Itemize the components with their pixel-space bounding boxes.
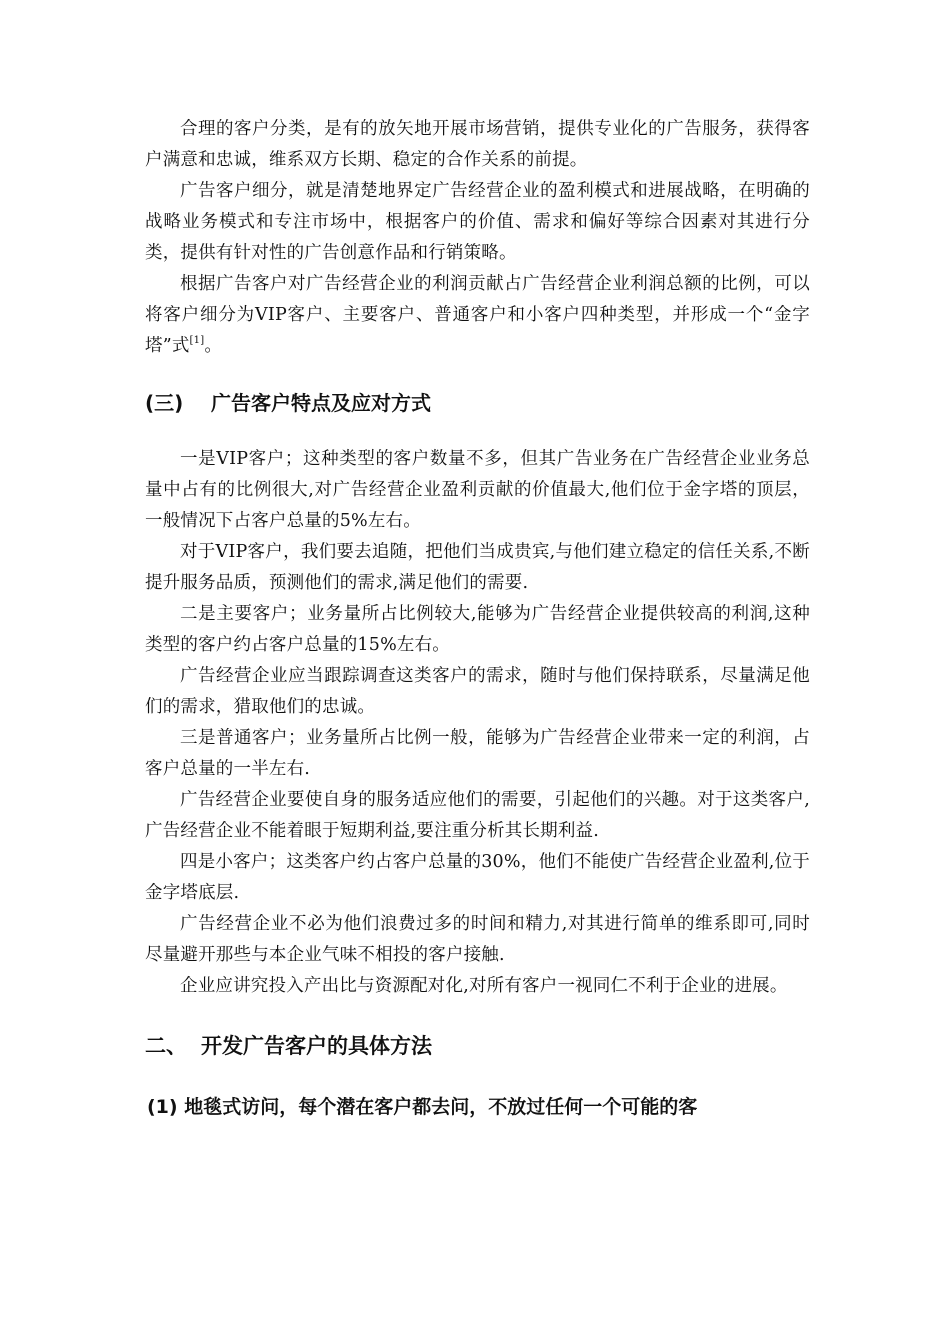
paragraph: 合理的客户分类，是有的放矢地开展市场营销，提供专业化的广告服务，获得客户满意和忠诚，维系双方长期、稳定的合作关系的前提。 (145, 119, 810, 170)
paragraph: 二是主要客户；业务量所占比例较大,能够为广告经营企业提供较高的利润,这种类型的客户约占客户总量的15%左右。 (145, 604, 810, 655)
paragraph-pyramid (145, 269, 810, 362)
paragraph: 广告客户细分，就是清楚地界定广告经营企业的盈利模式和进展战略，在明确的战略业务模式和专注市场中，根据客户的价值、需求和偏好等综合因素对其进行分类，提供有针对性的广告创意作品和行销策略。 (145, 181, 810, 263)
paragraph: 广告经营企业要使自身的服务适应他们的需要，引起他们的兴趣。对于这类客户,广告经营企业不能着眼于短期利益,要注重分析其长期利益. (145, 790, 810, 841)
paragraph-text: 根据广告客户对广告经营企业的利润贡献占广告经营企业利润总额的比例，可以将客户细分为VIP客户、主要客户、普通客户和小客户四种类型，并形成一个“金字塔”式 (145, 274, 810, 356)
section-body (145, 444, 810, 1002)
paragraph: 广告经营企业不必为他们浪费过多的时间和精力,对其进行简单的维系即可,同时尽量避开那些与本企业气味不相投的客户接触. (145, 914, 810, 965)
chapter-number: 二、 (145, 1034, 187, 1058)
paragraph: 四是小客户；这类客户约占客户总量的30%，他们不能使广告经营企业盈利,位于金字塔底层. (145, 852, 810, 903)
paragraph: 广告经营企业应当跟踪调查这类客户的需求，随时与他们保持联系，尽量满足他们的需求，猎取他们的忠诚。 (145, 666, 810, 717)
section-number: (三) (145, 391, 184, 415)
method-heading: (1) 地毯式访问，每个潜在客户都去问，不放过任何一个可能的客 (147, 1096, 698, 1118)
chapter-title: 开发广告客户的具体方法 (201, 1034, 432, 1058)
paragraph: 一是VIP客户；这种类型的客户数量不多，但其广告业务在广告经营企业业务总量中占有的比例很大,对广告经营企业盈利贡献的价值最大,他们位于金字塔的顶层，一般情况下占客户总量的5%左右。 (145, 449, 810, 531)
document-page (145, 114, 810, 1121)
section-title: 广告客户特点及应对方式 (211, 391, 431, 415)
paragraph: 三是普通客户；业务量所占比例一般，能够为广告经营企业带来一定的利润，占客户总量的一半左右. (145, 728, 810, 779)
paragraph: 企业应讲究投入产出比与资源配对化,对所有客户一视同仁不利于企业的进展。 (180, 976, 788, 996)
paragraph-end: 。 (204, 336, 223, 356)
paragraph: 对于VIP客户，我们要去追随，把他们当成贵宾,与他们建立稳定的信任关系,不断提升服务品质，预测他们的需求,满足他们的需要. (145, 542, 810, 593)
chapter-heading (145, 1032, 810, 1060)
section-heading (145, 389, 810, 417)
citation-ref[interactable]: [1] (189, 335, 205, 346)
